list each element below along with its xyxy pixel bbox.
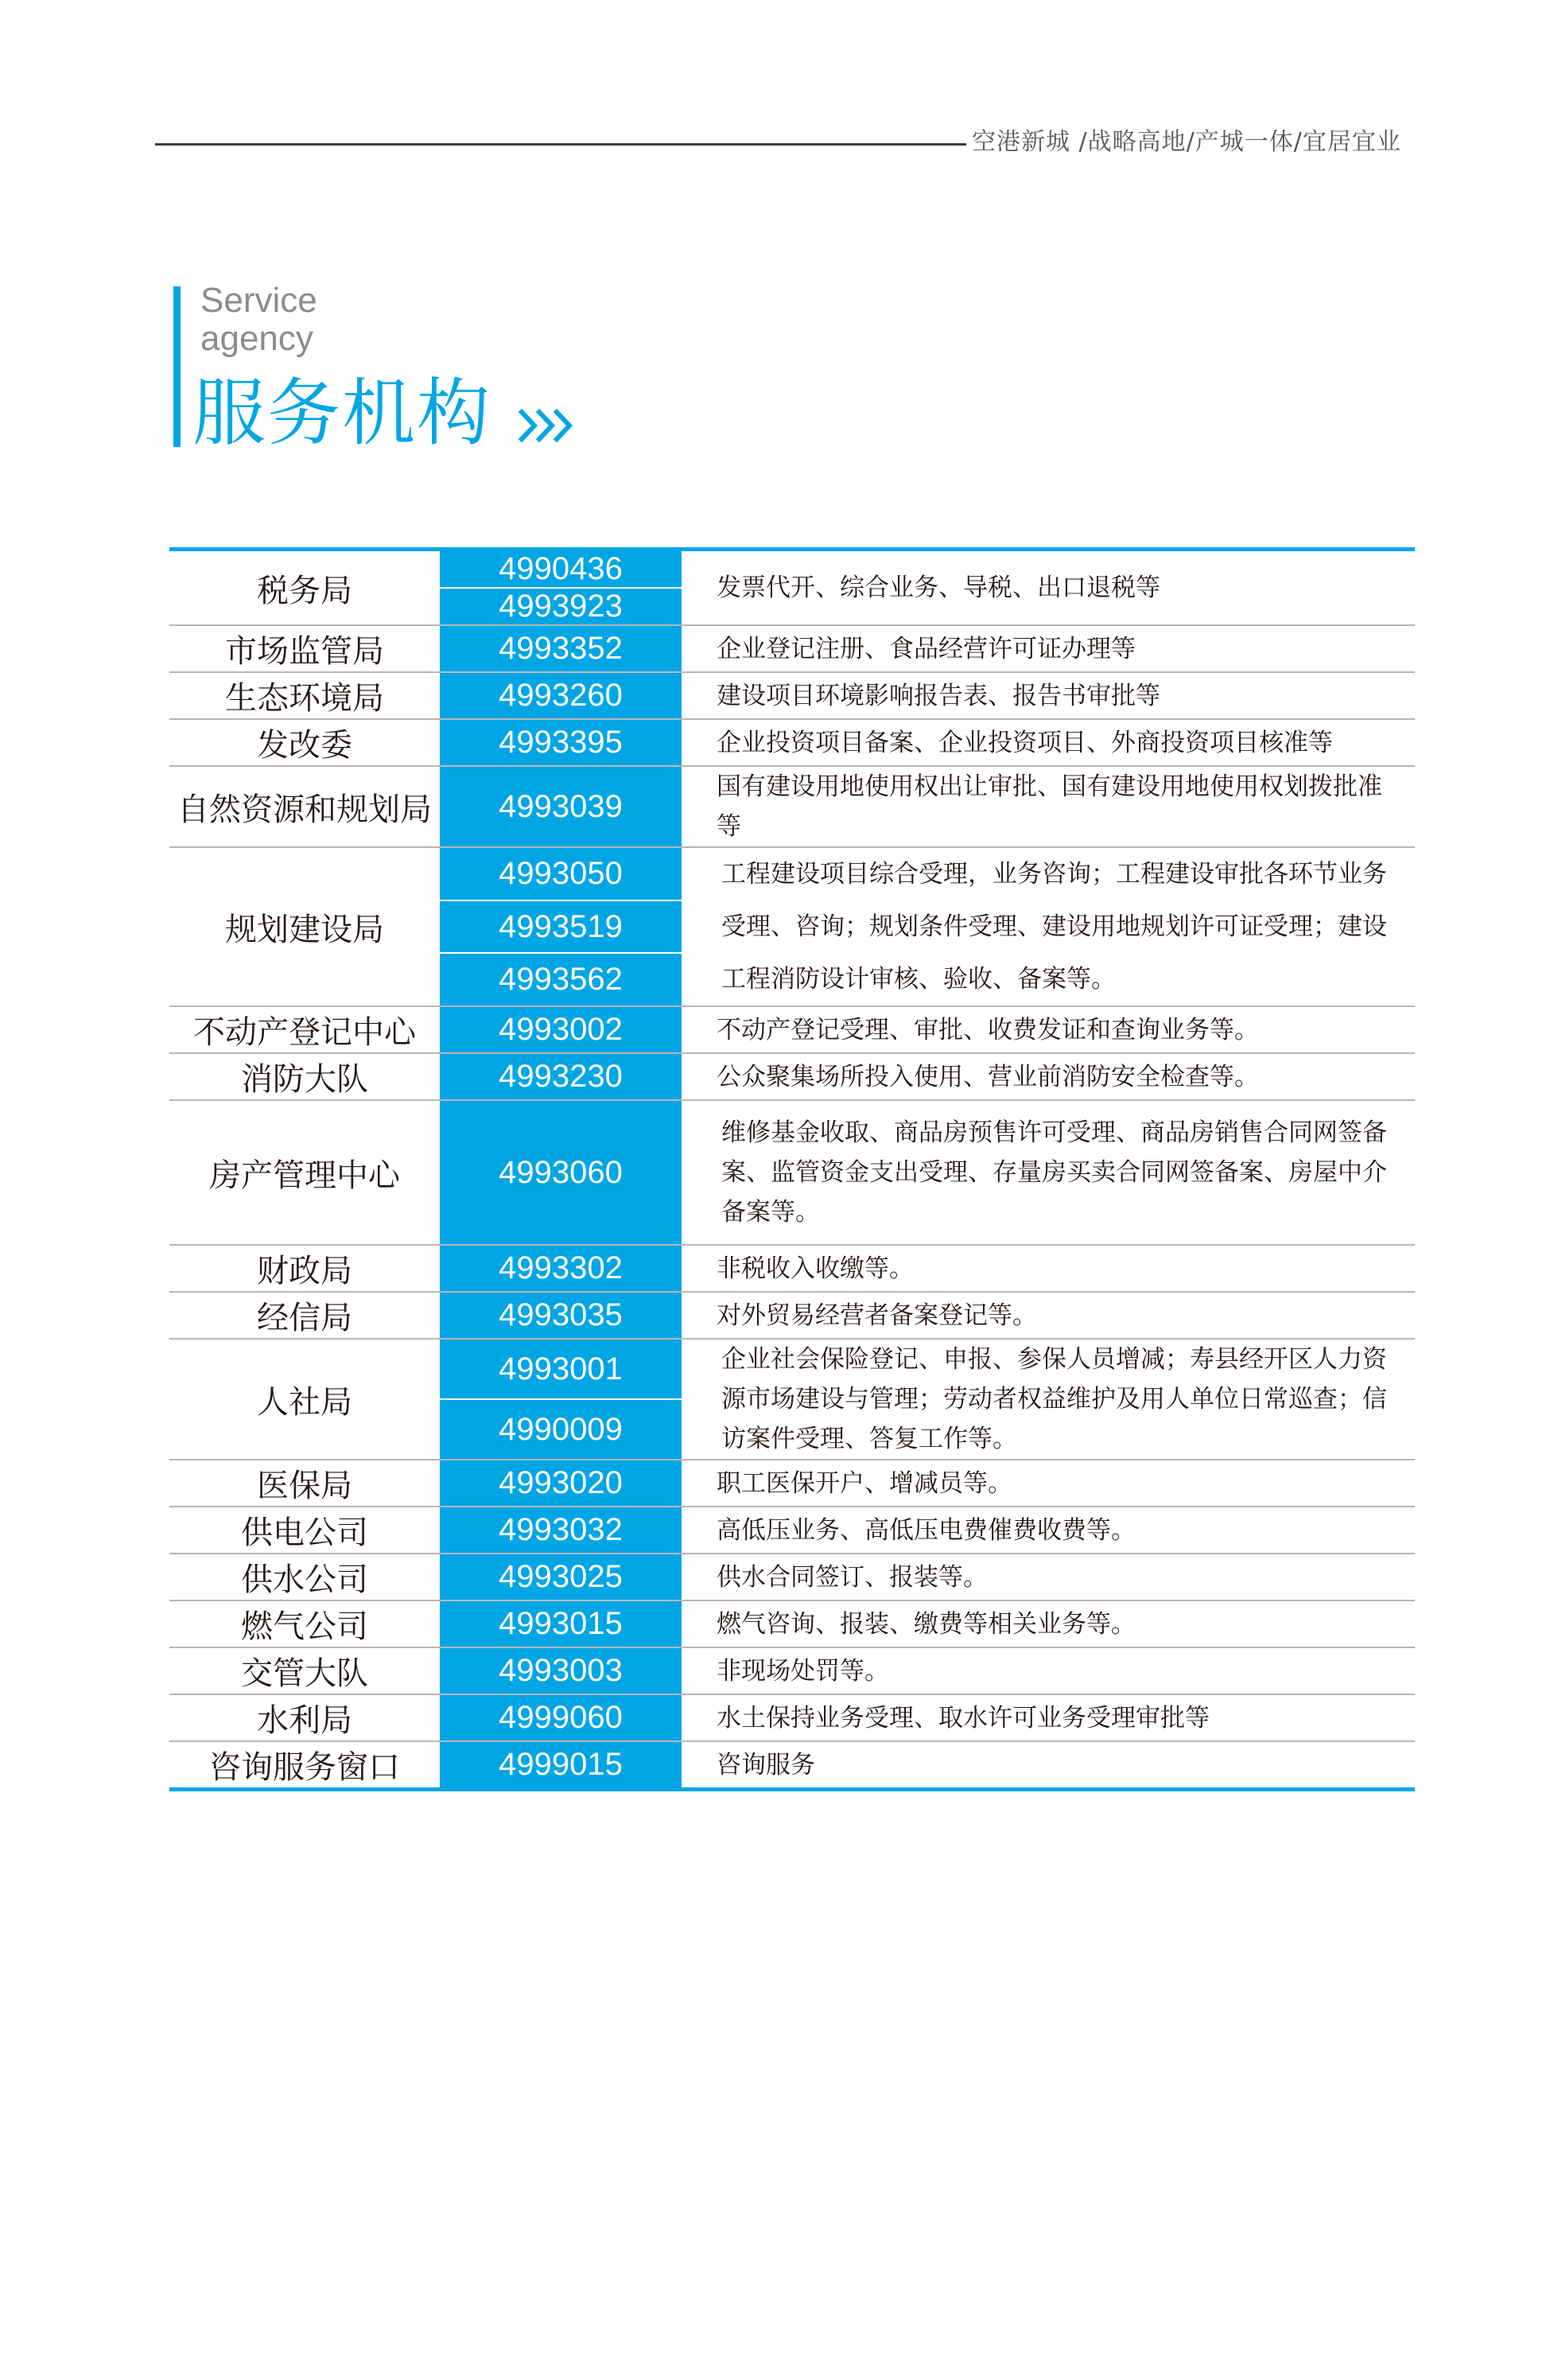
table-row (169, 1293, 1415, 1340)
phone-cell (440, 1054, 682, 1099)
agency-name: 供水公司 (241, 1561, 368, 1598)
table-row (169, 1460, 1415, 1507)
english-title-line2: agency (200, 319, 313, 358)
service-description: 企业社会保险登记、申报、参保人员增减；寿县经开区人力资源市场建设与管理；劳动者权益维护及用人单位日常巡查；信访案件受理、答复工作等。 (721, 1345, 1387, 1453)
phone-number: 4999015 (499, 1747, 623, 1782)
service-description: 企业投资项目备案、企业投资项目、外商投资项目核准等 (717, 728, 1333, 757)
phone-number: 4999060 (499, 1700, 623, 1735)
phone-number: 4990436 (440, 551, 682, 589)
phone-cell (440, 626, 682, 671)
table-row (169, 1648, 1415, 1695)
service-description: 非现场处罚等。 (717, 1656, 889, 1686)
agency-name: 消防大队 (241, 1061, 368, 1098)
table-row (169, 767, 1415, 848)
header-tagline: 空港新城 /战略高地/产城一体/宜居宜业 (972, 128, 1401, 156)
chinese-title: 服务机构 (192, 371, 492, 456)
service-description: 国有建设用地使用权出让审批、国有建设用地使用权划拨批准等 (717, 772, 1382, 841)
service-description: 企业登记注册、食品经营许可证办理等 (717, 634, 1136, 663)
table-row (169, 1007, 1415, 1054)
table-row (169, 1742, 1415, 1787)
service-description: 发票代开、综合业务、导税、出口退税等 (717, 574, 1160, 602)
table-row (169, 1507, 1415, 1554)
agency-name: 房产管理中心 (209, 1157, 400, 1194)
table-row (169, 1101, 1415, 1246)
phone-number: 4993002 (499, 1012, 623, 1047)
title-accent-bar (173, 286, 181, 447)
phone-number: 4993302 (499, 1250, 623, 1285)
phone-number: 4993923 (499, 589, 623, 624)
agency-name: 发改委 (257, 727, 352, 764)
agency-name: 医保局 (257, 1468, 352, 1504)
phone-cell (440, 673, 682, 718)
english-title (200, 282, 317, 358)
agency-name: 供电公司 (241, 1515, 368, 1551)
service-description: 水土保持业务受理、取水许可业务受理审批等 (717, 1703, 1210, 1732)
phone-cell (440, 767, 682, 846)
phone-number: 4993519 (440, 901, 682, 955)
triple-chevron-right-icon (517, 406, 581, 445)
phone-number: 4993260 (499, 678, 623, 713)
phone-cell (440, 1601, 682, 1647)
phone-number: 4993352 (499, 631, 623, 666)
phone-cell (440, 1742, 682, 1787)
table-row (169, 1601, 1415, 1648)
service-description: 不动产登记受理、审批、收费发证和查询业务等。 (717, 1015, 1259, 1044)
service-description: 非税收入收缴等。 (717, 1254, 914, 1283)
agency-name: 咨询服务窗口 (209, 1749, 400, 1786)
phone-number: 4993020 (499, 1465, 623, 1500)
agency-name: 交管大队 (241, 1655, 368, 1692)
table-row (169, 1554, 1415, 1601)
agency-name: 经信局 (257, 1300, 352, 1336)
table-row (169, 720, 1415, 767)
agency-name: 税务局 (257, 572, 352, 609)
table-row (169, 673, 1415, 720)
table-row (169, 1340, 1415, 1460)
english-title-line1: Service (200, 281, 317, 320)
service-description: 燃气咨询、报装、缴费等相关业务等。 (717, 1609, 1136, 1639)
phone-cell (440, 1293, 682, 1338)
phone-number: 4993230 (499, 1059, 623, 1094)
phone-cell (440, 720, 682, 765)
agency-name: 规划建设局 (225, 911, 384, 948)
phone-cell (440, 1246, 682, 1291)
service-description: 职工医保开户、增减员等。 (717, 1468, 1012, 1498)
phone-number: 4993050 (440, 848, 682, 901)
phone-number: 4993003 (499, 1653, 623, 1688)
phone-number: 4990009 (499, 1411, 623, 1447)
phone-number: 4993562 (499, 962, 623, 998)
service-description: 维修基金收取、商品房预售许可受理、商品房销售合同网签备案、监管资金支出受理、存量房买卖合同网签备案、房屋中介备案等。 (721, 1118, 1387, 1227)
agency-name: 燃气公司 (241, 1608, 368, 1645)
agency-name: 生态环境局 (225, 680, 384, 717)
phone-number: 4993060 (499, 1154, 623, 1190)
phone-number: 4993035 (499, 1297, 623, 1332)
agency-name: 人社局 (257, 1383, 352, 1421)
phone-cell (440, 1554, 682, 1600)
table-row (169, 1246, 1415, 1293)
phone-cell (440, 551, 682, 624)
table-row (169, 1054, 1415, 1101)
service-table (169, 547, 1415, 1791)
phone-cell (440, 1648, 682, 1694)
phone-cell (440, 848, 682, 1005)
phone-number: 4993001 (440, 1340, 682, 1400)
agency-name: 自然资源和规划局 (177, 791, 432, 828)
service-description: 咨询服务 (717, 1750, 815, 1779)
phone-cell (440, 1460, 682, 1506)
table-row (169, 626, 1415, 673)
table-row (169, 551, 1415, 626)
agency-name: 不动产登记中心 (193, 1014, 416, 1051)
phone-number: 4993395 (499, 725, 623, 760)
service-description: 工程建设项目综合受理，业务咨询；工程建设审批各环节业务受理、咨询；规划条件受理、建设用地规划许可证受理；建设工程消防设计审核、验收、备案等。 (721, 860, 1387, 994)
phone-number: 4993039 (499, 788, 623, 824)
phone-cell (440, 1101, 682, 1244)
header-rule (155, 143, 966, 146)
phone-cell (440, 1507, 682, 1553)
service-description: 公众聚集场所投入使用、营业前消防安全检查等。 (717, 1062, 1259, 1091)
table-row (169, 848, 1415, 1007)
agency-name: 市场监管局 (225, 633, 384, 670)
agency-name: 水利局 (257, 1702, 352, 1739)
service-description: 对外贸易经营者备案登记等。 (717, 1301, 1037, 1330)
phone-number: 4993015 (499, 1606, 623, 1641)
phone-number: 4993032 (499, 1512, 623, 1547)
phone-cell (440, 1695, 682, 1740)
agency-name: 财政局 (257, 1253, 352, 1289)
table-row (169, 1695, 1415, 1742)
service-description: 建设项目环境影响报告表、报告书审批等 (717, 681, 1160, 710)
service-description: 高低压业务、高低压电费催费收费等。 (717, 1515, 1136, 1545)
phone-cell (440, 1340, 682, 1459)
phone-number: 4993025 (499, 1559, 623, 1594)
phone-cell (440, 1007, 682, 1052)
service-description: 供水合同签订、报装等。 (717, 1562, 988, 1592)
